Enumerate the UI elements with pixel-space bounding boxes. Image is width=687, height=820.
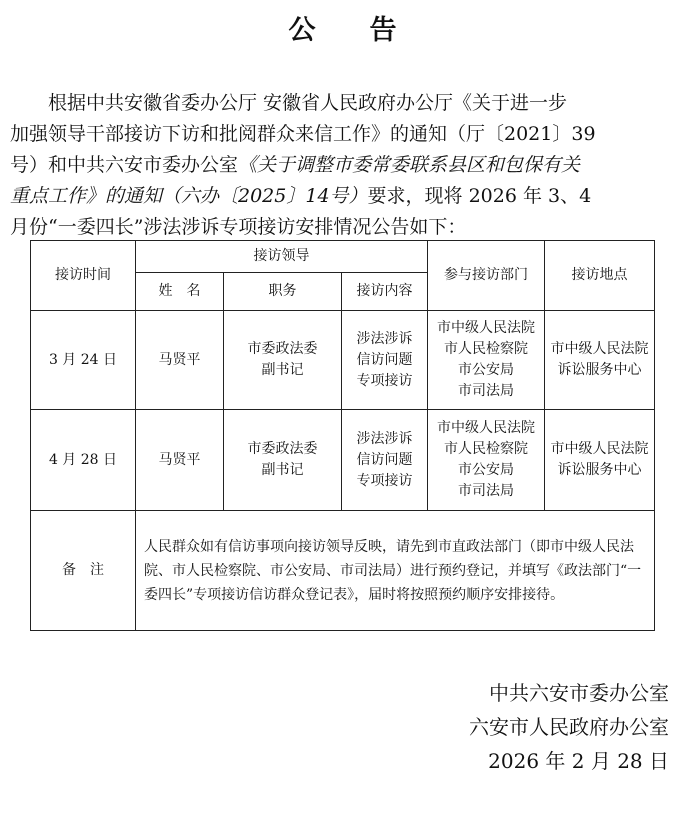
intro-line-4-text: 要求，现将 2026 年 3、4 <box>367 185 592 207</box>
header-place: 接访地点 <box>545 241 655 311</box>
content-line: 专项接访 <box>356 472 413 489</box>
place-line: 市中级人民法院 <box>550 341 649 357</box>
row-depts <box>428 311 545 410</box>
position-line: 副书记 <box>261 462 304 478</box>
place-line: 市中级人民法院 <box>550 441 649 457</box>
row-place <box>545 410 655 511</box>
position-line: 市委政法委 <box>247 341 318 357</box>
dept-line: 市公安局 <box>458 362 515 378</box>
dept-line: 市人民检察院 <box>444 441 529 457</box>
schedule-table <box>30 240 655 631</box>
dept-line: 市中级人民法院 <box>437 420 536 436</box>
place-line: 诉讼服务中心 <box>557 462 642 478</box>
position-line: 市委政法委 <box>247 441 318 457</box>
dept-line: 市司法局 <box>458 383 515 399</box>
row-name: 马贤平 <box>136 410 224 511</box>
dept-line: 市司法局 <box>458 483 515 499</box>
header-leader: 接访领导 <box>136 241 428 273</box>
row-content <box>342 410 428 511</box>
signature-block <box>469 676 669 778</box>
intro-line-3-doc: 《关于调整市委常委联系县区和包保有关 <box>238 154 581 176</box>
table-row <box>31 410 655 511</box>
intro-line-3 <box>10 150 674 181</box>
content-line: 信访问题 <box>356 451 413 468</box>
signature-date: 2026 年 2 月 28 日 <box>488 749 669 773</box>
row-position <box>224 410 342 511</box>
header-position: 职务 <box>224 273 342 311</box>
signature-org-1: 中共六安市委办公室 <box>489 681 669 705</box>
note-label: 备 注 <box>31 511 136 631</box>
notice-title <box>0 8 687 47</box>
header-time: 接访时间 <box>31 241 136 311</box>
intro-line-5: 月份“一委四长”涉法涉诉专项接访安排情况公告如下： <box>10 216 467 238</box>
row-depts <box>428 410 545 511</box>
intro-line-3-text: 号）和中共六安市委办公室 <box>10 154 239 176</box>
title-char-1: 公 <box>288 15 318 46</box>
content-line: 信访问题 <box>356 351 413 368</box>
intro-line-2: 加强领导干部接访下访和批阅群众来信工作》的通知（厅〔2021〕39 <box>10 123 596 145</box>
header-name: 姓 名 <box>136 273 224 311</box>
row-position <box>224 311 342 410</box>
row-time: 4 月 28 日 <box>31 410 136 511</box>
dept-line: 市公安局 <box>458 462 515 478</box>
row-content <box>342 311 428 410</box>
signature-org-2: 六安市人民政府办公室 <box>469 715 669 739</box>
content-line: 专项接访 <box>356 372 413 389</box>
dept-line: 市中级人民法院 <box>437 320 536 336</box>
position-line: 副书记 <box>261 362 304 378</box>
content-line: 涉法涉诉 <box>356 430 413 447</box>
intro-line-4-doc: 重点工作》的通知（六办〔2025〕14号） <box>10 185 368 207</box>
row-name: 马贤平 <box>136 311 224 410</box>
table-row <box>31 311 655 410</box>
intro-paragraph <box>10 88 674 243</box>
intro-line-1: 根据中共安徽省委办公厅 安徽省人民政府办公厅《关于进一步 <box>48 92 568 114</box>
title-char-2: 告 <box>369 15 399 46</box>
row-place <box>545 311 655 410</box>
place-line: 诉讼服务中心 <box>557 362 642 378</box>
header-content: 接访内容 <box>342 273 428 311</box>
header-depts: 参与接访部门 <box>428 241 545 311</box>
intro-line-4 <box>10 181 674 212</box>
note-row <box>31 511 655 631</box>
row-time: 3 月 24 日 <box>31 311 136 410</box>
content-line: 涉法涉诉 <box>356 330 413 347</box>
note-text: 人民群众如有信访事项向接访领导反映，请先到市直政法部门（即市中级人民法院、市人民检察院、市公安局、市司法局）进行预约登记，并填写《政法部门“一委四长”专项接访信访群众登记表》，届时将按照预约顺序安排接待。 <box>136 511 655 631</box>
dept-line: 市人民检察院 <box>444 341 529 357</box>
